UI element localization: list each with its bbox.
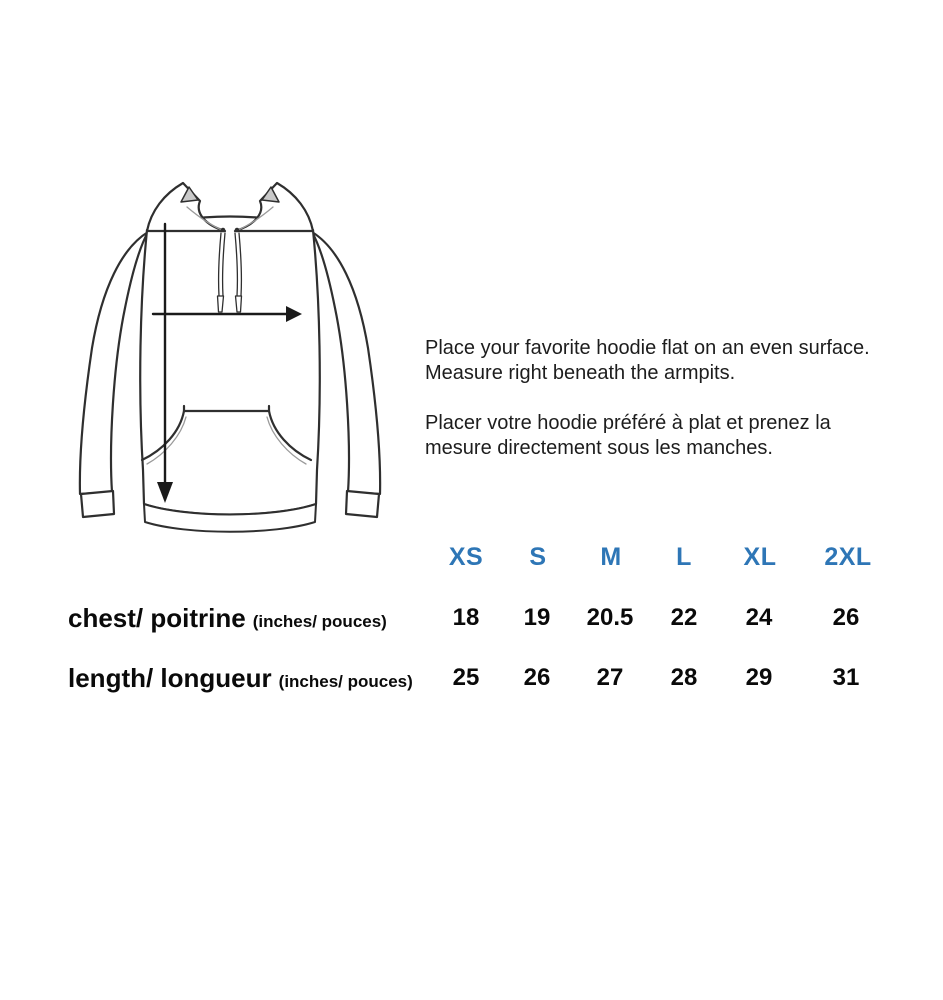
- chest-unit: (inches/ pouces): [252, 612, 387, 631]
- length-unit: (inches/ pouces): [278, 672, 413, 691]
- length-value-m: 27: [596, 664, 624, 691]
- chest-value-s: 19: [523, 604, 551, 631]
- instruction-english: Place your favorite hoodie flat on an even surface. Measure right beneath the armpits.: [425, 337, 870, 384]
- chest-value-m: 20.5: [586, 604, 634, 631]
- drawstring-knot-left: [221, 228, 226, 233]
- size-header-xs: XS: [448, 543, 484, 571]
- length-value-xs: 25: [452, 664, 480, 691]
- chest-value-2xl: 26: [832, 604, 860, 631]
- chest-value-l: 22: [670, 604, 698, 631]
- size-header-xl: XL: [743, 543, 777, 571]
- length-value-s: 26: [523, 664, 551, 691]
- drawstring-knot-right: [235, 228, 240, 233]
- aglet-left: [218, 296, 224, 312]
- row-label-length: [68, 663, 413, 694]
- chest-value-xl: 24: [745, 604, 773, 631]
- length-value-xl: 29: [745, 664, 773, 691]
- measurement-instructions: [425, 336, 897, 486]
- length-value-l: 28: [670, 664, 698, 691]
- size-header-s: S: [529, 543, 547, 571]
- aglet-right: [236, 296, 242, 312]
- right-cuff: [346, 491, 379, 517]
- instruction-french: Placer votre hoodie préféré à plat et prenez la mesure directement sous les manches.: [425, 412, 831, 459]
- size-header-2xl: 2XL: [824, 543, 872, 571]
- size-header-m: M: [600, 543, 622, 571]
- hoodie-body: [140, 217, 320, 515]
- length-value-2xl: 31: [832, 664, 860, 691]
- row-label-chest: [68, 603, 387, 634]
- chest-value-xs: 18: [452, 604, 480, 631]
- left-sleeve: [80, 232, 148, 494]
- hoodie-measurement-diagram: [50, 170, 410, 540]
- size-header-l: L: [676, 543, 692, 571]
- length-label: length/ longueur: [68, 663, 272, 693]
- right-sleeve: [312, 232, 380, 494]
- left-cuff: [81, 491, 114, 517]
- chest-label: chest/ poitrine: [68, 603, 246, 633]
